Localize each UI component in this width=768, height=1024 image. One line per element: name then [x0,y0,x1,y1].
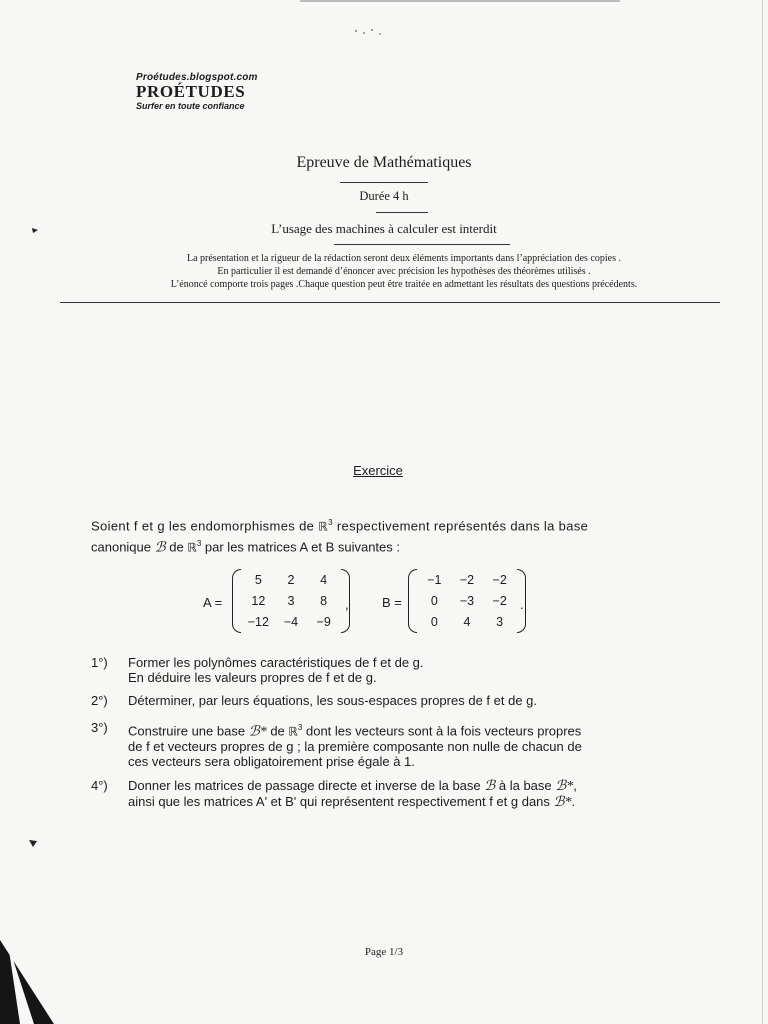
basis-symbol: ℬ [484,779,496,794]
matrix-cell: 4 [463,614,471,629]
basis-symbol: ℬ [154,540,166,556]
intro-text: par les matrices A et B suivantes : [201,539,400,555]
matrix-a-entries [242,569,340,632]
question-number: 3°) [91,720,108,735]
matrix-cell: 4 [320,572,328,587]
header-rule [60,302,720,303]
question-number: 2°) [91,693,108,708]
calculator-note: L’usage des machines à calculer est interdit [271,221,497,236]
matrix-cell: 12 [251,593,266,608]
matrix-cell: −3 [459,593,475,608]
matrix-cell: −2 [459,572,475,587]
scan-speck [30,225,40,235]
scan-speck [28,838,38,848]
intro-line-1 [91,514,691,535]
question-text [128,693,688,708]
question-fragment: dont les vecteurs sont à la fois vecteurs propres [305,723,582,739]
question-fragment: de [266,723,289,739]
exponent: 3 [196,539,202,549]
brand-url: Proétudes.blogspot.com [136,72,258,83]
intro-text: canonique [91,539,155,555]
question-text [128,720,688,769]
matrix-b [408,569,526,635]
instruction-line: L’énoncé comporte trois pages .Chaque question peut être traitée en admettant les résultats des questions précédents. [170,279,638,290]
scan-edge [762,0,763,1024]
matrix-cell: 3 [287,593,295,608]
matrix-cell: 0 [430,614,438,629]
intro-line-2 [91,535,691,557]
title-rule [340,182,428,183]
scan-edge [300,0,620,2]
matrix-a [232,569,350,635]
question-line: ces vecteurs sera obligatoirement prise égale à 1. [128,754,415,770]
question-text [128,778,688,810]
matrix-cell: −2 [492,593,507,608]
scan-smudge [350,25,390,39]
matrix-cell: −4 [283,614,299,629]
matrix-b-separator: . [520,597,524,612]
exponent: 3 [328,518,333,527]
question-fragment: ainsi que les matrices A' et B' qui représentent respectivement f et g dans [128,794,554,809]
question-fragment: à la base [495,778,556,793]
question-fragment: Construire une base [128,723,249,739]
question-text [128,655,688,685]
basis-star-symbol: ℬ* [248,724,267,740]
brand-name: PROÉTUDES [136,82,246,101]
matrix-a-label: A = [203,595,223,610]
exam-duration: Durée 4 h [359,189,409,203]
brand-tagline: Surfer en toute confiance [136,101,245,111]
matrix-cell: 0 [430,593,438,608]
question-fragment: Donner les matrices de passage directe et inverse de la base [128,778,485,793]
exponent: 3 [297,723,303,732]
matrix-cell: −9 [316,614,331,629]
matrix-cell: −12 [247,614,269,629]
question-line: Donner les matrices de passage directe et inverse de la base ℬ à la base ℬ*, [128,778,577,794]
exam-title: Epreuve de Mathématiques [296,154,472,171]
basis-star-symbol: ℬ* [555,779,574,794]
matrix-cell: 2 [287,572,295,587]
question-number: 4°) [91,778,108,793]
question-line [128,794,688,810]
left-paren [408,569,417,633]
scan-corner-shadow [0,940,54,1024]
matrix-cell: 8 [320,593,328,608]
left-paren [232,569,241,633]
intro-text: Soient f et g les endomorphismes de [91,518,319,534]
question-line: Déterminer, par leurs équations, les sous-espaces propres de f et de g. [128,693,537,708]
duration-rule [376,212,428,213]
intro-text: de [165,539,188,555]
instruction-line: En particulier il est demandé d’énoncer avec précision les hypothèses des théorèmes utilisés . [217,266,591,277]
matrix-cell: −1 [427,572,442,587]
question-line: de f et vecteurs propres de g ; la première composante non nulle de chacun de [128,739,582,755]
matrix-b-entries [418,569,516,632]
reals-symbol: ℝ [318,519,329,534]
calc-rule [334,244,510,245]
brand-block [136,72,296,111]
exercise-heading: Exercice [353,463,403,478]
matrix-b-label: B = [382,595,402,610]
question-line: En déduire les valeurs propres de f et de g. [128,670,377,685]
page-number: Page 1/3 [364,946,404,958]
matrix-cell: 5 [254,572,262,587]
matrix-cell: 3 [496,614,504,629]
instruction-line: La présentation et la rigueur de la rédaction seront deux éléments importants dans l’appréciation des copies . [186,253,621,264]
basis-star-symbol: ℬ* [553,795,572,810]
exercise-intro [91,514,691,558]
intro-text: respectivement représentés dans la base [332,518,589,534]
matrix-a-separator: , [345,597,349,612]
reals-symbol: ℝ [187,540,197,555]
question-fragment: . [571,794,576,809]
question-line [128,720,688,739]
reals-symbol: ℝ [288,724,298,739]
matrix-cell: −2 [492,572,507,587]
question-number: 1°) [91,655,108,670]
instructions [84,252,724,291]
question-line: Former les polynômes caractéristiques de f et de g. [128,655,424,670]
